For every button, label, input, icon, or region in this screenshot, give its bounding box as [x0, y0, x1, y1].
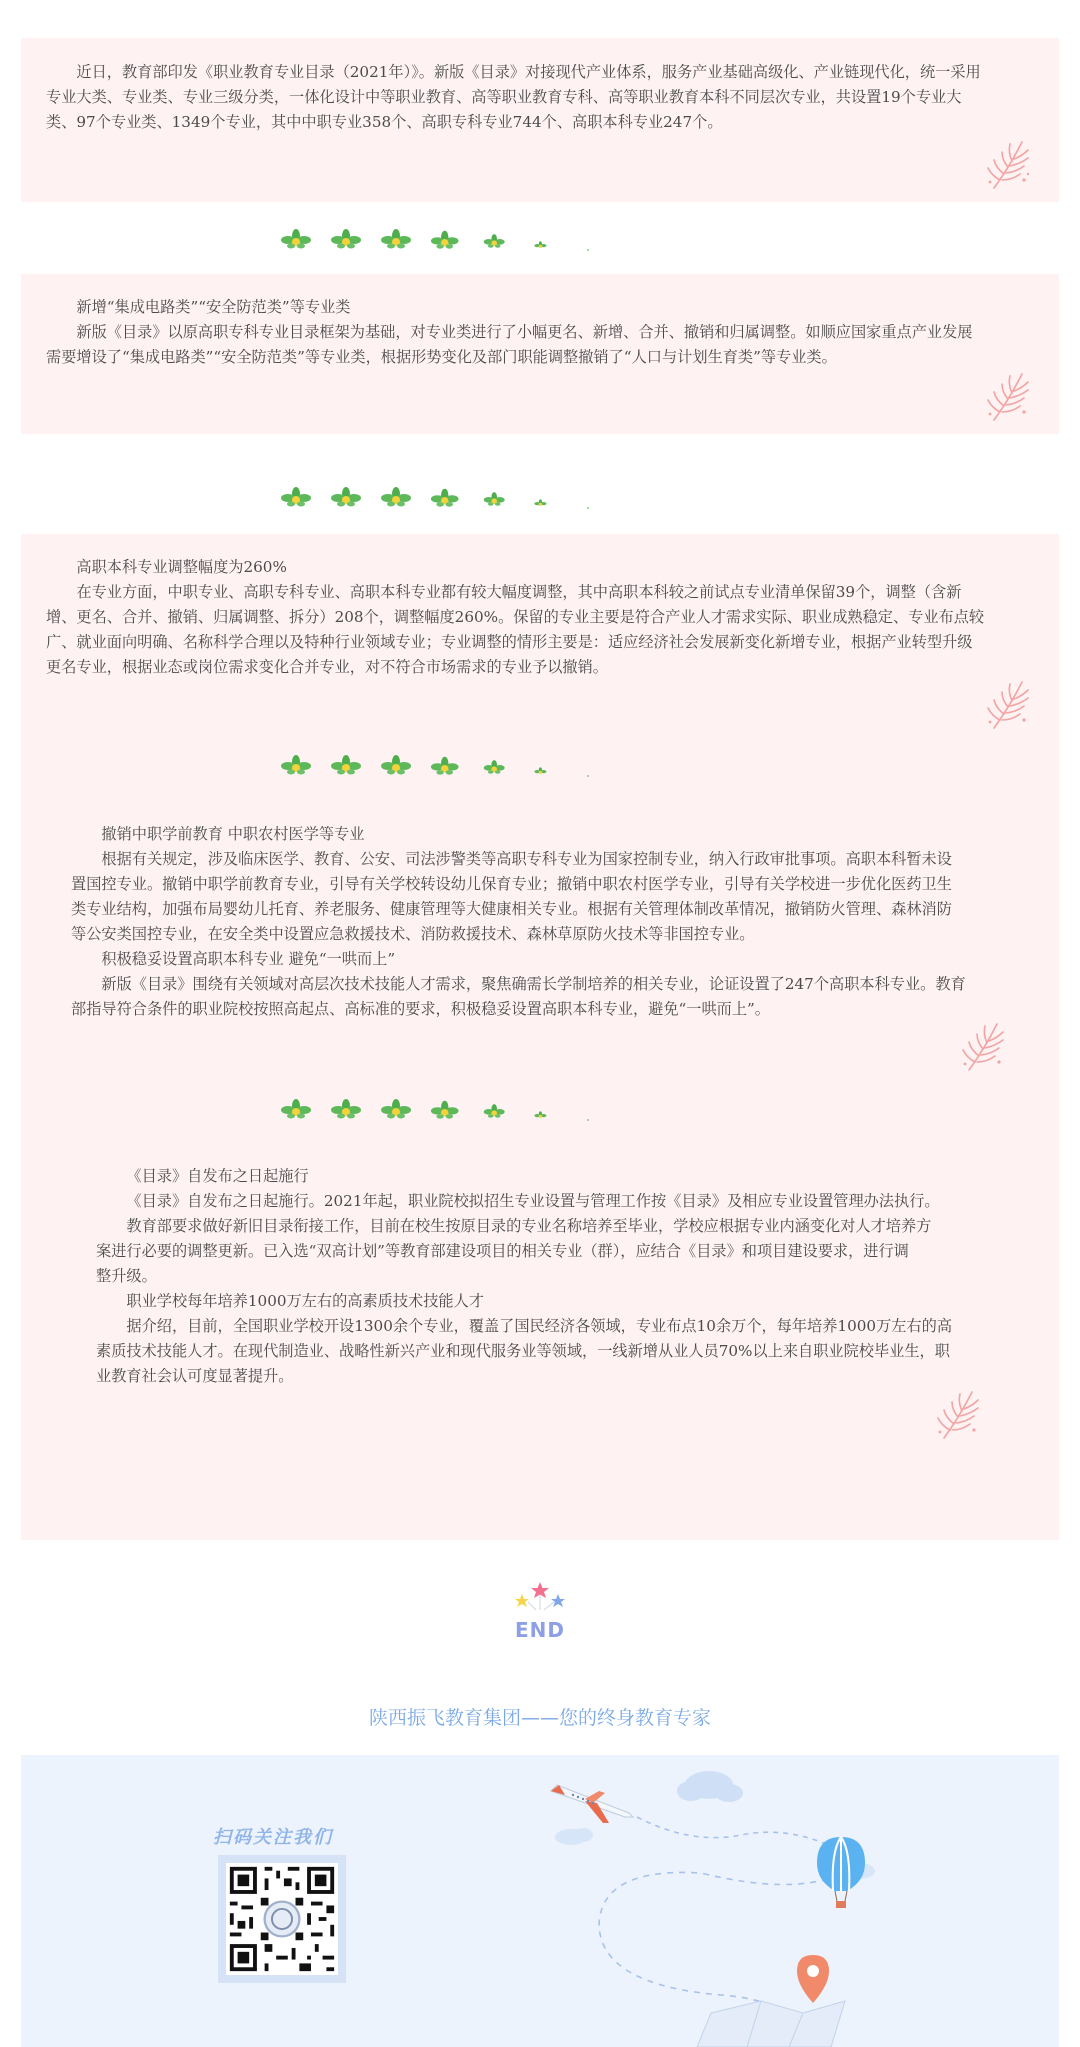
footer-panel	[21, 1755, 1059, 2047]
travel-illustration	[541, 1755, 941, 2047]
flower-icon	[281, 229, 311, 249]
star-icon	[510, 1580, 570, 1616]
cloud-icon	[555, 1828, 593, 1845]
flower-divider	[280, 752, 600, 782]
leaf-sprig-icon	[932, 1386, 984, 1442]
section-heading: 撤销中职学前教育 中职农村医学等专业	[101, 825, 365, 843]
qr-code-icon[interactable]	[226, 1863, 338, 1975]
map-pin-icon	[797, 1955, 829, 2003]
cloud-icon	[677, 1771, 743, 1802]
leaf-sprig-icon	[982, 368, 1034, 424]
airplane-icon	[551, 1785, 633, 1823]
section-heading: 高职本科专业调整幅度为260%	[76, 558, 287, 576]
map-icon	[697, 2001, 845, 2047]
section-4-text: 撤销中职学前教育 中职农村医学等专业 根据有关规定，涉及临床医学、教育、公安、司法涉警类等高职专科专业为国家控制专业，纳入行政审批事项。高职本科暂未设 置国控专业。撤销中职学前教育专业，引导有关学校转设幼儿保育专业；撤销中职农村医学专业，引导有关学校进一步优化医药卫生 类专业结构，加强布局婴幼儿托育、养老服务、健康管理等大健康相关专业。根据有关管理体制改革情况，撤销防火管理、森林消防 等公安类国控专业，在安全类中设置应急救援技术、消防救援技术、森林草原防火技术等非国控专业。 积极稳妥设置高职本科专业 避免“一哄而上” 新版《目录》围绕有关领域对高层次技术技能人才需求，聚焦确需长学制培养的相关专业，论证设置了247个高职本科专业。教育 部指导符合条件的职业院校按照高起点、高标准的要求，积极稳妥设置高职本科专业，避免“一哄而上”。	[71, 822, 1009, 1022]
section-heading: 积极稳妥设置高职本科专业 避免“一哄而上”	[101, 950, 396, 968]
section-card-3	[21, 534, 1059, 1540]
qr-code-frame	[218, 1855, 346, 1983]
section-5-text: 《目录》自发布之日起施行 《目录》自发布之日起施行。2021年起，职业院校拟招生专业设置与管理工作按《目录》及相应专业设置管理办法执行。 教育部要求做好新旧目录衔接工作，目前在校生按原目录的专业名称培养至毕业，学校应根据专业内涵变化对人才培养方 案进行必要的调整更新。已入选“双高计划”等教育部建设项目的相关专业（群），应结合《目录》和项目建设要求，进行调 整升级。 职业学校每年培养1000万左右的高素质技术技能人才 据介绍，目前，全国职业学校开设1300余个专业，覆盖了国民经济各领域，专业布点10余万个，每年培养1000万左右的高 素质技术技能人才。在现代制造业、战略性新兴产业和现代服务业等领域，一线新增从业人员70%以上来自职业院校毕业生，职 业教育社会认可度显著提升。	[96, 1164, 984, 1389]
scan-follow-label: 扫码关注我们	[213, 1827, 333, 1848]
end-mark	[510, 1580, 570, 1650]
intro-paragraph: 近日，教育部印发《职业教育专业目录（2021年）》。新版《目录》对接现代产业体系，服务产业基础高级化、产业链现代化，统一采用 专业大类、专业类、专业三级分类，一体化设计中等职业教育、高等职业教育专科、高等职业教育本科不同层次专业，共设置19个专业大 类、97个专业类、1349个专业，其中中职专业358个、高职专科专业744个、高职本科专业247个。	[46, 63, 981, 131]
leaf-sprig-icon	[957, 1018, 1009, 1074]
section-heading: 职业学校每年培养1000万左右的高素质技术技能人才	[126, 1292, 484, 1310]
section-heading: 新增“集成电路类”“安全防范类”等专业类	[76, 298, 351, 316]
section-heading: 《目录》自发布之日起施行	[126, 1167, 309, 1185]
flower-divider	[280, 226, 600, 256]
section-2-text: 新增“集成电路类”“安全防范类”等专业类 新版《目录》以原高职专科专业目录框架为基础，对专业类进行了小幅更名、新增、合并、撤销和归属调整。如顺应国家重点产业发展 需要增设了“集成电路类”“安全防范类”等专业类，根据形势变化及部门职能调整撤销了“人口与计划生育类”等专业类。	[46, 295, 1034, 370]
leaf-sprig-icon	[982, 136, 1034, 192]
end-label: END	[514, 1618, 565, 1642]
flower-divider	[280, 1096, 600, 1126]
flower-divider	[280, 484, 600, 514]
section-3-text: 高职本科专业调整幅度为260% 在专业方面，中职专业、高职专科专业、高职本科专业都有较大幅度调整，其中高职本科较之前试点专业清单保留39个，调整（含新 增、更名、合并、撤销、归属调整、拆分）208个，调整幅度260%。保留的专业主要是符合产业人才需求实际、职业成熟稳定、专业布点较 广、就业面向明确、名称科学合理以及特种行业领域专业；专业调整的情形主要是：适应经济社会发展新变化新增专业，根据产业转型升级 更名专业，根据业态或岗位需求变化合并专业，对不符合市场需求的专业予以撤销。	[46, 555, 1034, 680]
leaf-sprig-icon	[982, 676, 1034, 732]
slogan: 陕西振飞教育集团——您的终身教育专家	[368, 1707, 711, 1729]
hot-air-balloon-icon	[817, 1837, 865, 1908]
